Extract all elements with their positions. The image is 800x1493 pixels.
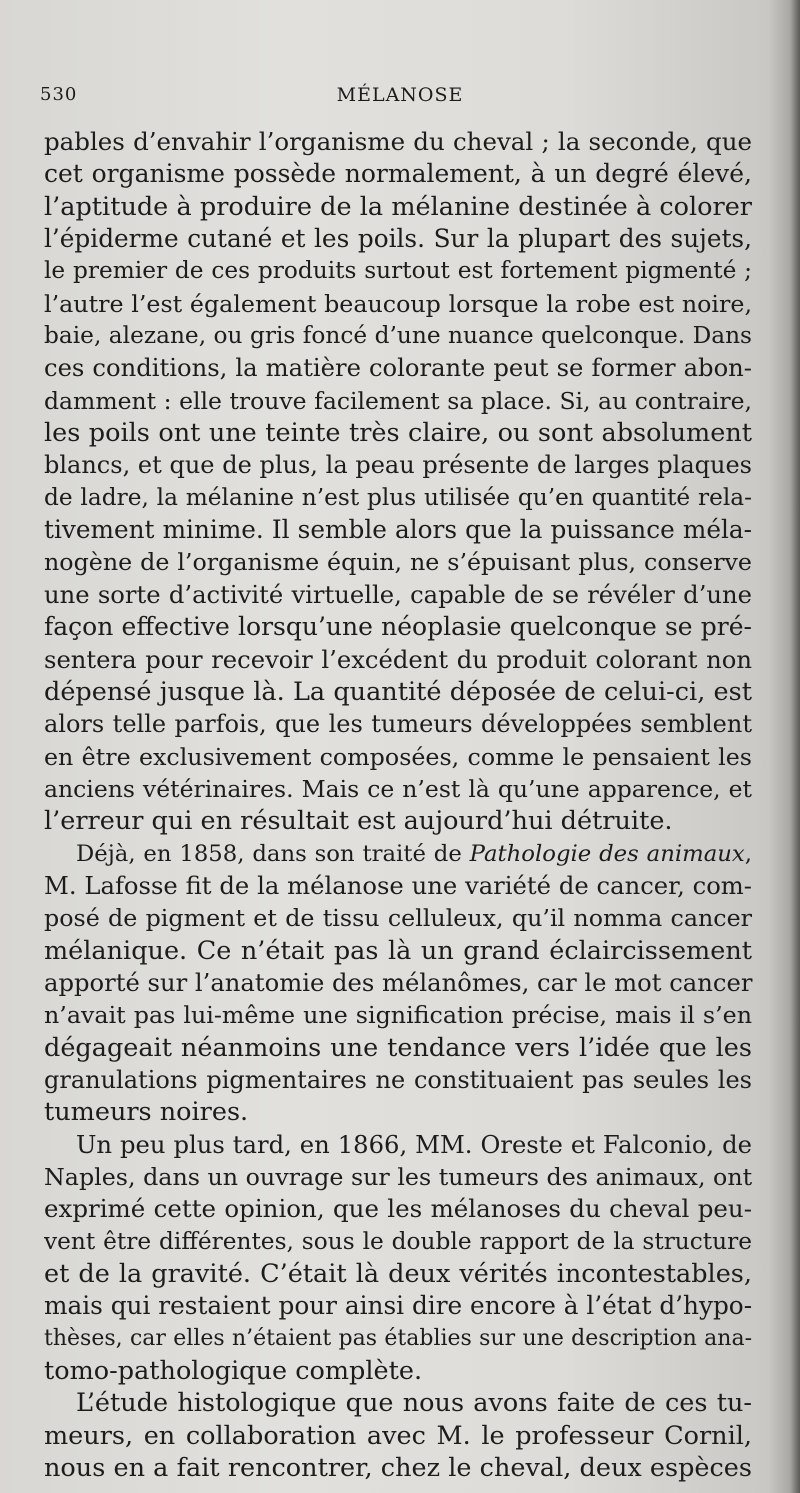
text-line: l’erreur qui en résultait est aujourd’hui détruite. xyxy=(44,806,673,837)
text-line: meurs, en collaboration avec M. le professeur Cornil, xyxy=(44,1420,752,1451)
running-title: MÉLANOSE xyxy=(336,84,464,106)
text-line: en être exclusivement composées, comme le pensaient les xyxy=(44,742,752,771)
paragraph xyxy=(44,1387,752,1484)
text-line: nous en a fait rencontrer, chez le cheval, deux espèces xyxy=(44,1453,752,1484)
text-line: de ladre, la mélanine n’est plus utilisée qu’en quantité rela- xyxy=(44,483,752,511)
text-line: exprimé cette opinion, que les mélanoses du cheval peu- xyxy=(44,1194,752,1224)
text-line: blancs, et que de plus, la peau présente de larges plaques xyxy=(44,451,752,480)
text-line: alors telle parfois, que les tumeurs développées semblent xyxy=(44,710,752,739)
text-line: façon effective lorsqu’une néoplasie quelconque se pré- xyxy=(44,612,752,642)
text-line: une sorte d’activité virtuelle, capable de se révéler d’une xyxy=(44,579,752,609)
text-line: damment : elle trouve facilement sa place. Si, au contraire, xyxy=(44,386,752,415)
paragraph xyxy=(44,126,752,838)
text-line: dégageait néanmoins une tendance vers l’idée que les xyxy=(44,1032,752,1063)
text-line: mais qui restaient pour ainsi dire encore à l’état d’hypo- xyxy=(44,1291,753,1321)
text-line: nogène de l’organisme équin, ne s’épuisant plus, conserve xyxy=(44,548,752,577)
text-line: mélanique. Ce n’était pas là un grand éclaircissement xyxy=(44,935,752,966)
text-line: l’autre l’est également beaucoup lorsque la robe est noire, xyxy=(44,289,752,318)
text-line: sentera pour recevoir l’excédent du produit colorant non xyxy=(44,644,752,674)
text-line: tomo-pathologique complète. xyxy=(44,1356,423,1387)
text-line: n’avait pas lui-même une signification précise, mais il s’en xyxy=(44,1001,752,1030)
text-run: Déjà, en 1858, dans son traité de xyxy=(76,840,470,867)
text-line: Un peu plus tard, en 1866, MM. Oreste et Falconio, de xyxy=(76,1129,752,1159)
book-title: Pathologie des animaux xyxy=(469,840,745,867)
text-line: et de la gravité. C’était là deux vérités incontestables, xyxy=(44,1259,752,1290)
text-line xyxy=(44,838,752,870)
page-header xyxy=(40,84,760,114)
text-line: tivement minime. Il semble alors que la puissance méla- xyxy=(44,515,752,545)
page-number: 530 xyxy=(40,84,78,105)
paragraph xyxy=(44,1129,752,1388)
text-line: l’aptitude à produire de la mélanine destinée à colorer xyxy=(44,191,752,222)
text-line: granulations pigmentaires ne constituaient pas seules les xyxy=(44,1065,752,1094)
text-line: apporté sur l’anatomie des mélanômes, car le mot cancer xyxy=(44,967,753,997)
text-line: vent être différentes, sous le double rapport de la structure xyxy=(44,1227,752,1255)
text-line: tumeurs noires. xyxy=(44,1097,249,1128)
text-line: pables d’envahir l’organisme du cheval ; la seconde, que xyxy=(44,127,752,156)
text-line: Naples, dans un ouvrage sur les tumeurs des animaux, ont xyxy=(44,1163,753,1191)
paragraph xyxy=(44,838,752,1129)
page-edge-shadow xyxy=(790,0,800,1493)
text-run: , xyxy=(744,840,752,867)
text-line: l’épiderme cutané et les poils. Sur la plupart des sujets, xyxy=(44,224,752,254)
text-line: anciens vétérinaires. Mais ce n’est là qu’une apparence, et xyxy=(44,774,752,803)
text-line: les poils ont une teinte très claire, ou sont absolument xyxy=(44,418,752,449)
text-line: cet organisme possède normalement, à un degré élevé, xyxy=(44,159,752,189)
text-line: dépensé jusque là. La quantité déposée de celui-ci, est xyxy=(44,676,752,707)
body-text xyxy=(44,126,752,1484)
text-line: thèses, car elles n’étaient pas établies sur une description ana- xyxy=(44,1325,752,1351)
text-line: baie, alezane, ou gris foncé d’une nuance quelconque. Dans xyxy=(44,322,752,350)
text-line: M. Lafosse fit de la mélanose une variété de cancer, com- xyxy=(44,870,752,900)
text-line: posé de pigment et de tissu celluleux, qu’il nomma cancer xyxy=(44,904,752,933)
text-line: le premier de ces produits surtout est fortement pigmenté ; xyxy=(44,257,752,285)
text-line: ces conditions, la matière colorante peut se former abon- xyxy=(44,353,752,383)
text-line: L’étude histologique que nous avons faite de ces tu- xyxy=(76,1388,752,1419)
